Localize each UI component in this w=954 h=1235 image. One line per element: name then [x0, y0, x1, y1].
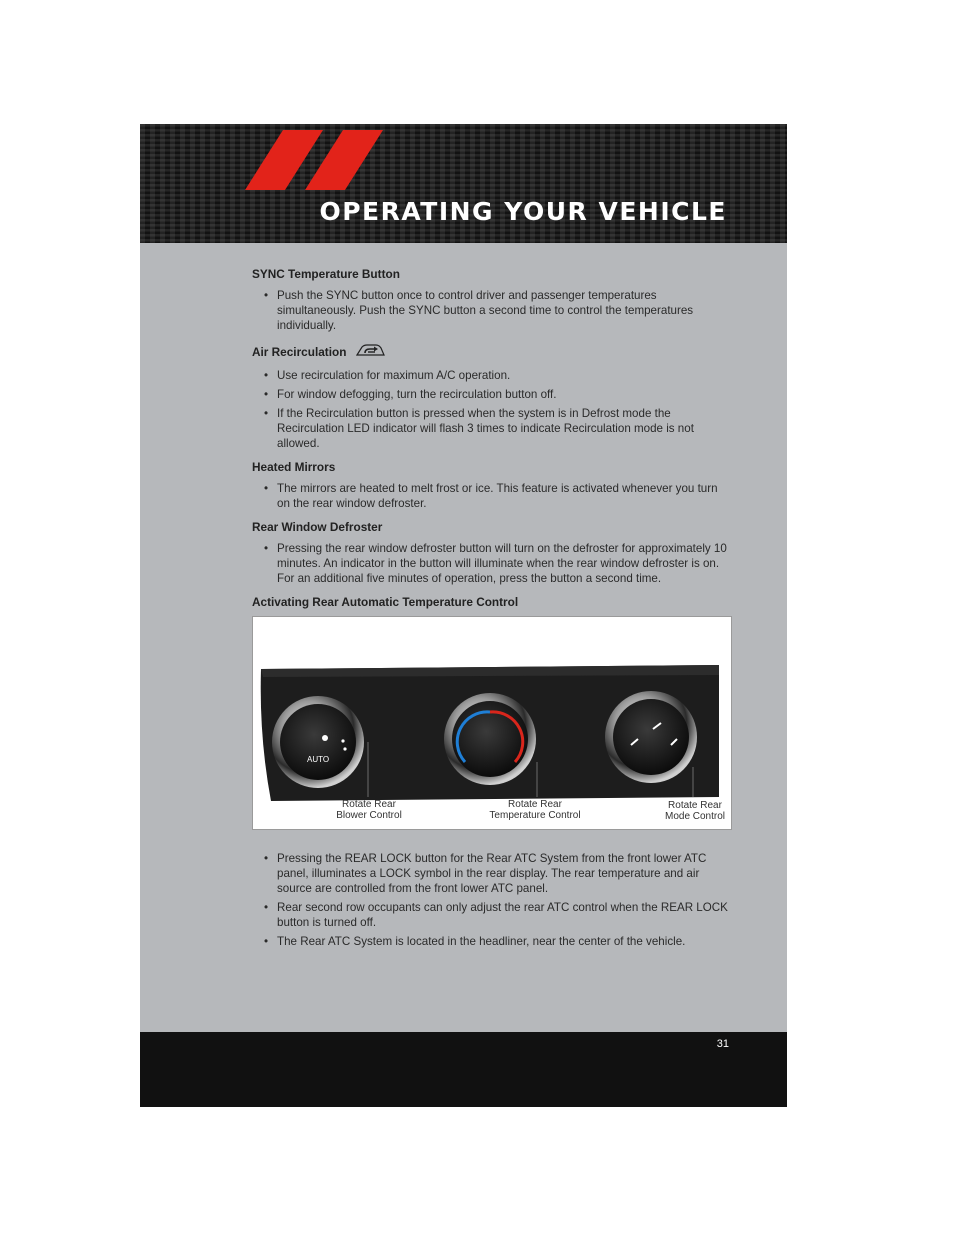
caption-blower-control: Rotate Rear Blower Control	[336, 799, 402, 821]
chapter-title: OPERATING YOUR VEHICLE	[319, 197, 727, 226]
blower-control-knob	[272, 696, 364, 788]
bullet-list-rear-atc	[252, 851, 732, 949]
list-item: • Pressing the rear window defroster button will turn on the defroster for approximately 10 minutes. An indicator in the button will illuminate when the rear window defroster is on. For an additional five minutes of operation, press the button a second time.	[252, 541, 732, 586]
list-item: • Rear second row occupants can only adjust the rear ATC control when the REAR LOCK button is turned off.	[252, 900, 732, 930]
bullet-list-heated-mirrors	[252, 481, 732, 511]
knob-auto-label: AUTO	[307, 755, 330, 764]
list-item: • If the Recirculation button is pressed when the system is in Defrost mode the Recirculation LED indicator will flash 3 times to indicate Recirculation mode is not allowed.	[252, 406, 732, 451]
caption-temperature-control: Rotate Rear Temperature Control	[489, 799, 581, 821]
rear-atc-control-figure	[252, 616, 732, 830]
list-item: • Pressing the REAR LOCK button for the Rear ATC System from the front lower ATC panel, illuminates a LOCK symbol in the rear display. The rear temperature and air source are controlled from the front lower ATC panel.	[252, 851, 732, 896]
caption-mode-control: Rotate Rear Mode Control	[664, 800, 726, 822]
section-heading-sync: SYNC Temperature Button	[252, 267, 400, 281]
list-item: • Use recirculation for maximum A/C operation.	[252, 368, 732, 383]
bullet-list-rear-defroster	[252, 541, 732, 586]
page-footer	[140, 1032, 787, 1107]
section-heading-heated-mirrors: Heated Mirrors	[252, 460, 336, 474]
double-slash-stripes-icon	[245, 130, 385, 190]
mode-control-knob	[605, 691, 697, 783]
manual-page	[140, 124, 787, 1107]
chapter-header	[140, 124, 787, 243]
heading-text: Air Recirculation	[252, 344, 347, 359]
bullet-list-sync	[252, 288, 732, 333]
list-item: • For window defogging, turn the recirculation button off.	[252, 387, 732, 402]
list-item: • The Rear ATC System is located in the headliner, near the center of the vehicle.	[252, 934, 732, 949]
section-heading-rear-defroster: Rear Window Defroster	[252, 520, 383, 534]
recirculation-icon	[354, 342, 386, 362]
list-item: • Push the SYNC button once to control driver and passenger temperatures simultaneously. Push the SYNC button a second time to control the temperatures individually.	[252, 288, 732, 333]
section-heading-rear-atc: Activating Rear Automatic Temperature Control	[252, 595, 519, 609]
rear-atc-panel-illustration	[253, 617, 731, 829]
page-number: 31	[716, 1038, 729, 1050]
list-item: • The mirrors are heated to melt frost or ice. This feature is activated whenever you turn on the rear window defroster.	[252, 481, 732, 511]
page-content	[252, 267, 732, 958]
temperature-control-knob	[444, 693, 536, 785]
bullet-list-recirculation	[252, 368, 732, 451]
section-heading-recirculation	[252, 342, 732, 362]
